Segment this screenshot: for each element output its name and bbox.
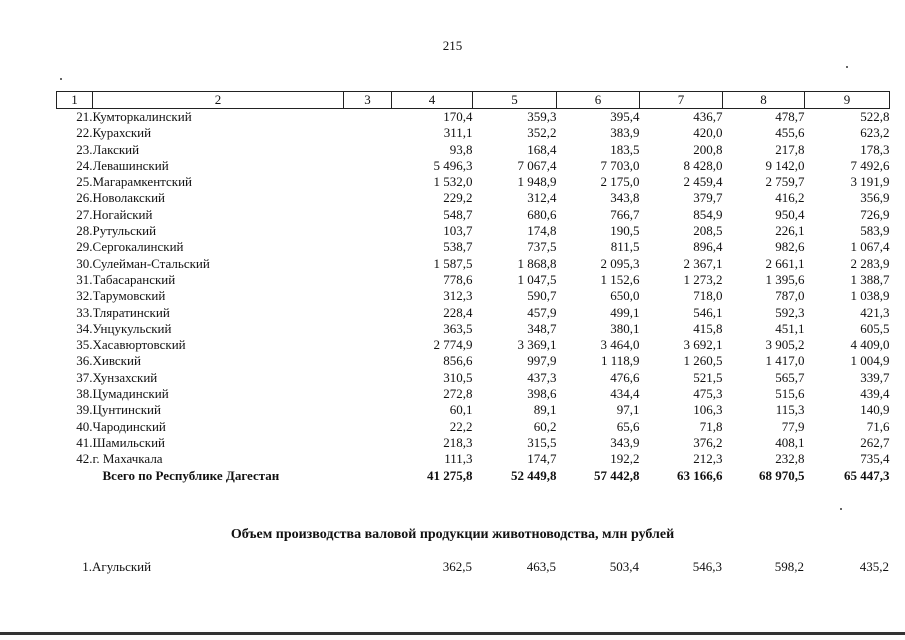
value-cell: 2 661,1 bbox=[765, 255, 805, 271]
value-cell: 1 152,6 bbox=[600, 271, 640, 287]
col-3-cell bbox=[344, 174, 392, 190]
value-cell: 315,5 bbox=[527, 434, 557, 450]
col-3-cell bbox=[344, 386, 392, 402]
value-cell: 71,6 bbox=[866, 418, 890, 434]
table-row bbox=[57, 402, 890, 418]
table-row bbox=[57, 288, 890, 304]
table-row bbox=[57, 305, 890, 321]
value-cell: 229,2 bbox=[443, 190, 473, 206]
value-cell: 421,3 bbox=[860, 304, 890, 320]
value-cell: 1 417,0 bbox=[765, 353, 805, 369]
value-cell: 811,5 bbox=[610, 239, 640, 255]
scan-speck bbox=[840, 508, 842, 510]
value-cell: 463,5 bbox=[526, 559, 556, 574]
value-cell: 1 532,0 bbox=[433, 174, 473, 190]
value-cell: 590,7 bbox=[527, 288, 557, 304]
district-name: Новолакский bbox=[92, 190, 166, 206]
table-row bbox=[57, 142, 890, 158]
value-cell: 226,1 bbox=[775, 223, 805, 239]
value-cell: 398,6 bbox=[527, 386, 557, 402]
col-3-cell bbox=[344, 239, 392, 255]
value-cell: 420,0 bbox=[693, 125, 723, 141]
value-cell: 1 260,5 bbox=[683, 353, 723, 369]
total-value-cell: 57 442,8 bbox=[594, 467, 640, 483]
value-cell: 60,1 bbox=[449, 402, 473, 418]
col-header: 1 bbox=[57, 92, 93, 109]
value-cell: 168,4 bbox=[527, 141, 557, 157]
value-cell: 183,5 bbox=[610, 141, 640, 157]
value-cell: 434,4 bbox=[610, 386, 640, 402]
value-cell: 7 492,6 bbox=[850, 157, 890, 173]
district-name: Левашинский bbox=[92, 157, 169, 173]
row-number: 22. bbox=[76, 125, 93, 141]
value-cell: 106,3 bbox=[693, 402, 723, 418]
value-cell: 503,4 bbox=[609, 559, 639, 574]
col-3-cell bbox=[344, 321, 392, 337]
col-3-cell bbox=[344, 256, 392, 272]
value-cell: 2 774,9 bbox=[433, 337, 473, 353]
value-cell: 680,6 bbox=[527, 206, 557, 222]
value-cell: 1 004,9 bbox=[850, 353, 890, 369]
value-cell: 408,1 bbox=[775, 434, 805, 450]
value-cell: 170,4 bbox=[443, 109, 473, 124]
row-number: 39. bbox=[76, 402, 93, 418]
value-cell: 476,6 bbox=[610, 369, 640, 385]
table-row bbox=[57, 386, 890, 402]
value-cell: 363,5 bbox=[443, 320, 473, 336]
row-number: 33. bbox=[76, 304, 93, 320]
col-3-cell bbox=[344, 109, 392, 126]
total-label: Всего по Республике Дагестан bbox=[102, 467, 280, 483]
value-cell: 395,4 bbox=[610, 109, 640, 124]
value-cell: 174,7 bbox=[527, 451, 557, 467]
value-cell: 592,3 bbox=[775, 304, 805, 320]
section-title: Объем производства валовой продукции животноводства, млн рублей bbox=[230, 527, 675, 542]
value-cell: 379,7 bbox=[693, 190, 723, 206]
value-cell: 515,6 bbox=[775, 386, 805, 402]
value-cell: 352,2 bbox=[527, 125, 557, 141]
value-cell: 356,9 bbox=[860, 190, 890, 206]
row-number: 23. bbox=[76, 141, 93, 157]
value-cell: 2 175,0 bbox=[600, 174, 640, 190]
value-cell: 605,5 bbox=[860, 320, 890, 336]
value-cell: 521,5 bbox=[693, 369, 723, 385]
bottom-edge-line bbox=[0, 632, 905, 635]
table-row bbox=[57, 223, 890, 239]
value-cell: 650,0 bbox=[610, 288, 640, 304]
total-value-cell: 63 166,6 bbox=[677, 467, 723, 483]
value-cell: 415,8 bbox=[693, 320, 723, 336]
total-empty-cell bbox=[57, 468, 93, 484]
value-cell: 60,2 bbox=[533, 418, 557, 434]
value-cell: 546,1 bbox=[693, 304, 723, 320]
value-cell: 1 047,5 bbox=[517, 271, 557, 287]
row-number: 1. bbox=[82, 559, 92, 574]
value-cell: 343,8 bbox=[610, 190, 640, 206]
row-number: 42. bbox=[76, 451, 93, 467]
row-number: 34. bbox=[76, 320, 93, 336]
value-cell: 71,8 bbox=[699, 418, 723, 434]
value-cell: 359,3 bbox=[527, 109, 557, 124]
row-number: 37. bbox=[76, 369, 93, 385]
value-cell: 312,3 bbox=[443, 288, 473, 304]
value-cell: 457,9 bbox=[527, 304, 557, 320]
value-cell: 311,1 bbox=[443, 125, 473, 141]
col-3-cell bbox=[344, 125, 392, 141]
value-cell: 2 283,9 bbox=[850, 255, 890, 271]
value-cell: 111,3 bbox=[444, 451, 473, 467]
value-cell: 22,2 bbox=[449, 418, 473, 434]
value-cell: 3 464,0 bbox=[600, 337, 640, 353]
value-cell: 598,2 bbox=[774, 559, 804, 574]
scan-speck bbox=[60, 78, 62, 80]
district-name: Агульский bbox=[92, 559, 152, 574]
value-cell: 548,7 bbox=[443, 206, 473, 222]
value-cell: 2 759,7 bbox=[765, 174, 805, 190]
value-cell: 778,6 bbox=[443, 271, 473, 287]
district-name: Хасавюртовский bbox=[92, 337, 186, 353]
value-cell: 228,4 bbox=[443, 304, 473, 320]
col-3-cell bbox=[344, 207, 392, 223]
value-cell: 856,6 bbox=[443, 353, 473, 369]
value-cell: 726,9 bbox=[860, 206, 890, 222]
table-row bbox=[57, 158, 890, 174]
col-header: 3 bbox=[344, 92, 392, 109]
district-name: Табасаранский bbox=[92, 271, 176, 287]
district-name: Чародинский bbox=[92, 418, 166, 434]
col-3-cell bbox=[344, 158, 392, 174]
table-row bbox=[57, 451, 890, 467]
total-value-cell: 52 449,8 bbox=[511, 467, 557, 483]
value-cell: 1 395,6 bbox=[765, 271, 805, 287]
value-cell: 7 703,0 bbox=[600, 157, 640, 173]
value-cell: 3 191,9 bbox=[850, 174, 890, 190]
value-cell: 766,7 bbox=[610, 206, 640, 222]
row-number: 36. bbox=[76, 353, 93, 369]
value-cell: 312,4 bbox=[527, 190, 557, 206]
total-row bbox=[57, 468, 890, 484]
value-cell: 103,7 bbox=[443, 223, 473, 239]
value-cell: 232,8 bbox=[775, 451, 805, 467]
value-cell: 1 868,8 bbox=[517, 255, 557, 271]
district-name: Курахский bbox=[92, 125, 152, 141]
value-cell: 1 118,9 bbox=[600, 353, 640, 369]
value-cell: 735,4 bbox=[860, 451, 890, 467]
value-cell: 718,0 bbox=[693, 288, 723, 304]
value-cell: 4 409,0 bbox=[850, 337, 890, 353]
value-cell: 272,8 bbox=[443, 386, 473, 402]
value-cell: 348,7 bbox=[527, 320, 557, 336]
value-cell: 1 273,2 bbox=[683, 271, 723, 287]
col-3-cell bbox=[344, 402, 392, 418]
row-number: 41. bbox=[76, 434, 93, 450]
row-number: 26. bbox=[76, 190, 93, 206]
value-cell: 9 142,0 bbox=[765, 157, 805, 173]
row-number: 24. bbox=[76, 157, 93, 173]
district-name: Унцукульский bbox=[92, 320, 172, 336]
value-cell: 538,7 bbox=[443, 239, 473, 255]
value-cell: 1 067,4 bbox=[850, 239, 890, 255]
row-number: 28. bbox=[76, 223, 93, 239]
district-name: Тарумовский bbox=[92, 288, 166, 304]
row-number: 35. bbox=[76, 337, 93, 353]
value-cell: 787,0 bbox=[775, 288, 805, 304]
col-3-cell bbox=[344, 223, 392, 239]
row-number: 27. bbox=[76, 206, 93, 222]
value-cell: 3 692,1 bbox=[683, 337, 723, 353]
table-row bbox=[57, 435, 890, 451]
value-cell: 499,1 bbox=[610, 304, 640, 320]
value-cell: 310,5 bbox=[443, 369, 473, 385]
value-cell: 5 496,3 bbox=[433, 157, 473, 173]
value-cell: 3 369,1 bbox=[517, 337, 557, 353]
district-name: Лакский bbox=[92, 141, 140, 157]
table-row bbox=[57, 419, 890, 435]
value-cell: 436,7 bbox=[693, 109, 723, 124]
value-cell: 451,1 bbox=[775, 320, 805, 336]
value-cell: 478,7 bbox=[775, 109, 805, 124]
district-name: Цунтинский bbox=[92, 402, 161, 418]
col-3-cell bbox=[344, 337, 392, 353]
value-cell: 140,9 bbox=[860, 402, 890, 418]
value-cell: 93,8 bbox=[449, 141, 473, 157]
value-cell: 376,2 bbox=[693, 434, 723, 450]
value-cell: 77,9 bbox=[781, 418, 805, 434]
table-row bbox=[57, 174, 890, 190]
col-3-cell bbox=[344, 288, 392, 304]
value-cell: 200,8 bbox=[693, 141, 723, 157]
col-3-cell bbox=[344, 190, 392, 206]
value-cell: 546,3 bbox=[692, 559, 722, 574]
district-name: Рутульский bbox=[92, 223, 157, 239]
table-row bbox=[57, 239, 890, 255]
value-cell: 178,3 bbox=[860, 141, 890, 157]
value-cell: 583,9 bbox=[860, 223, 890, 239]
table-row bbox=[57, 321, 890, 337]
value-cell: 435,2 bbox=[859, 559, 889, 574]
value-cell: 522,8 bbox=[860, 109, 890, 124]
table-row bbox=[57, 256, 890, 272]
table-row bbox=[57, 272, 890, 288]
value-cell: 1 587,5 bbox=[433, 255, 473, 271]
value-cell: 343,9 bbox=[610, 434, 640, 450]
district-name: Хунзахский bbox=[92, 369, 158, 385]
col-header: 2 bbox=[93, 92, 344, 109]
district-name: Сулейман-Стальский bbox=[92, 255, 210, 271]
col-3-cell bbox=[344, 353, 392, 369]
district-name: Тляратинский bbox=[92, 304, 170, 320]
row-number: 38. bbox=[76, 386, 93, 402]
col-header: 7 bbox=[640, 92, 723, 109]
value-cell: 854,9 bbox=[693, 206, 723, 222]
table-header-row bbox=[57, 92, 890, 109]
col-3-cell bbox=[344, 142, 392, 158]
value-cell: 262,7 bbox=[860, 434, 890, 450]
total-value-cell: 41 275,8 bbox=[427, 467, 473, 483]
value-cell: 997,9 bbox=[527, 353, 557, 369]
scan-speck bbox=[846, 66, 848, 68]
col-3-cell bbox=[344, 419, 392, 435]
value-cell: 475,3 bbox=[693, 386, 723, 402]
col-header: 8 bbox=[723, 92, 805, 109]
row-number: 31. bbox=[76, 271, 93, 287]
row-number: 30. bbox=[76, 255, 93, 271]
col-header: 9 bbox=[805, 92, 890, 109]
col-3-cell bbox=[344, 451, 392, 467]
section-table bbox=[56, 559, 889, 575]
col-3-cell bbox=[344, 435, 392, 451]
value-cell: 115,3 bbox=[775, 402, 805, 418]
value-cell: 7 067,4 bbox=[517, 157, 557, 173]
value-cell: 416,2 bbox=[775, 190, 805, 206]
value-cell: 217,8 bbox=[775, 141, 805, 157]
row-number: 21. bbox=[76, 109, 93, 124]
row-number: 32. bbox=[76, 288, 93, 304]
col-3-cell bbox=[344, 272, 392, 288]
value-cell: 174,8 bbox=[527, 223, 557, 239]
col-3-cell bbox=[344, 370, 392, 386]
table-row bbox=[57, 353, 890, 369]
col-header: 4 bbox=[392, 92, 473, 109]
table-row bbox=[57, 337, 890, 353]
table-row bbox=[57, 207, 890, 223]
value-cell: 65,6 bbox=[616, 418, 640, 434]
value-cell: 950,4 bbox=[775, 206, 805, 222]
value-cell: 3 905,2 bbox=[765, 337, 805, 353]
value-cell: 623,2 bbox=[860, 125, 890, 141]
value-cell: 383,9 bbox=[610, 125, 640, 141]
district-name: Цумадинский bbox=[92, 386, 169, 402]
total-value-cell: 65 447,3 bbox=[844, 467, 890, 483]
value-cell: 97,1 bbox=[616, 402, 640, 418]
value-cell: 192,2 bbox=[610, 451, 640, 467]
table-row bbox=[57, 370, 890, 386]
value-cell: 362,5 bbox=[442, 559, 472, 574]
value-cell: 8 428,0 bbox=[683, 157, 723, 173]
value-cell: 2 459,4 bbox=[683, 174, 723, 190]
row-number: 29. bbox=[76, 239, 93, 255]
col-3-cell bbox=[344, 305, 392, 321]
value-cell: 565,7 bbox=[775, 369, 805, 385]
value-cell: 1 948,9 bbox=[517, 174, 557, 190]
district-name: Магарамкентский bbox=[92, 174, 192, 190]
district-name: Кумторкалинский bbox=[92, 109, 192, 124]
table-row bbox=[57, 109, 890, 126]
page-number: 215 bbox=[442, 38, 463, 53]
value-cell: 339,7 bbox=[860, 369, 890, 385]
value-cell: 455,6 bbox=[775, 125, 805, 141]
table-row bbox=[57, 190, 890, 206]
value-cell: 896,4 bbox=[693, 239, 723, 255]
value-cell: 208,5 bbox=[693, 223, 723, 239]
total-value-cell: 68 970,5 bbox=[759, 467, 805, 483]
value-cell: 439,4 bbox=[860, 386, 890, 402]
value-cell: 218,3 bbox=[443, 434, 473, 450]
value-cell: 737,5 bbox=[527, 239, 557, 255]
district-name: Ногайский bbox=[92, 206, 153, 222]
district-name: Шамильский bbox=[92, 434, 165, 450]
value-cell: 2 095,3 bbox=[600, 255, 640, 271]
value-cell: 89,1 bbox=[533, 402, 557, 418]
col-header: 5 bbox=[473, 92, 557, 109]
value-cell: 190,5 bbox=[610, 223, 640, 239]
value-cell: 982,6 bbox=[775, 239, 805, 255]
table-row bbox=[57, 125, 890, 141]
value-cell: 437,3 bbox=[527, 369, 557, 385]
col-header: 6 bbox=[557, 92, 640, 109]
value-cell: 1 038,9 bbox=[850, 288, 890, 304]
row-number: 25. bbox=[76, 174, 93, 190]
table-row bbox=[56, 559, 889, 575]
district-name: Хивский bbox=[92, 353, 141, 369]
data-table bbox=[56, 91, 890, 484]
value-cell: 1 388,7 bbox=[850, 271, 890, 287]
col-3-cell bbox=[343, 559, 391, 575]
value-cell: 380,1 bbox=[610, 320, 640, 336]
row-number: 40. bbox=[76, 418, 93, 434]
value-cell: 212,3 bbox=[693, 451, 723, 467]
district-name: Сергокалинский bbox=[92, 239, 184, 255]
value-cell: 2 367,1 bbox=[683, 255, 723, 271]
district-name: г. Махачкала bbox=[92, 451, 163, 467]
